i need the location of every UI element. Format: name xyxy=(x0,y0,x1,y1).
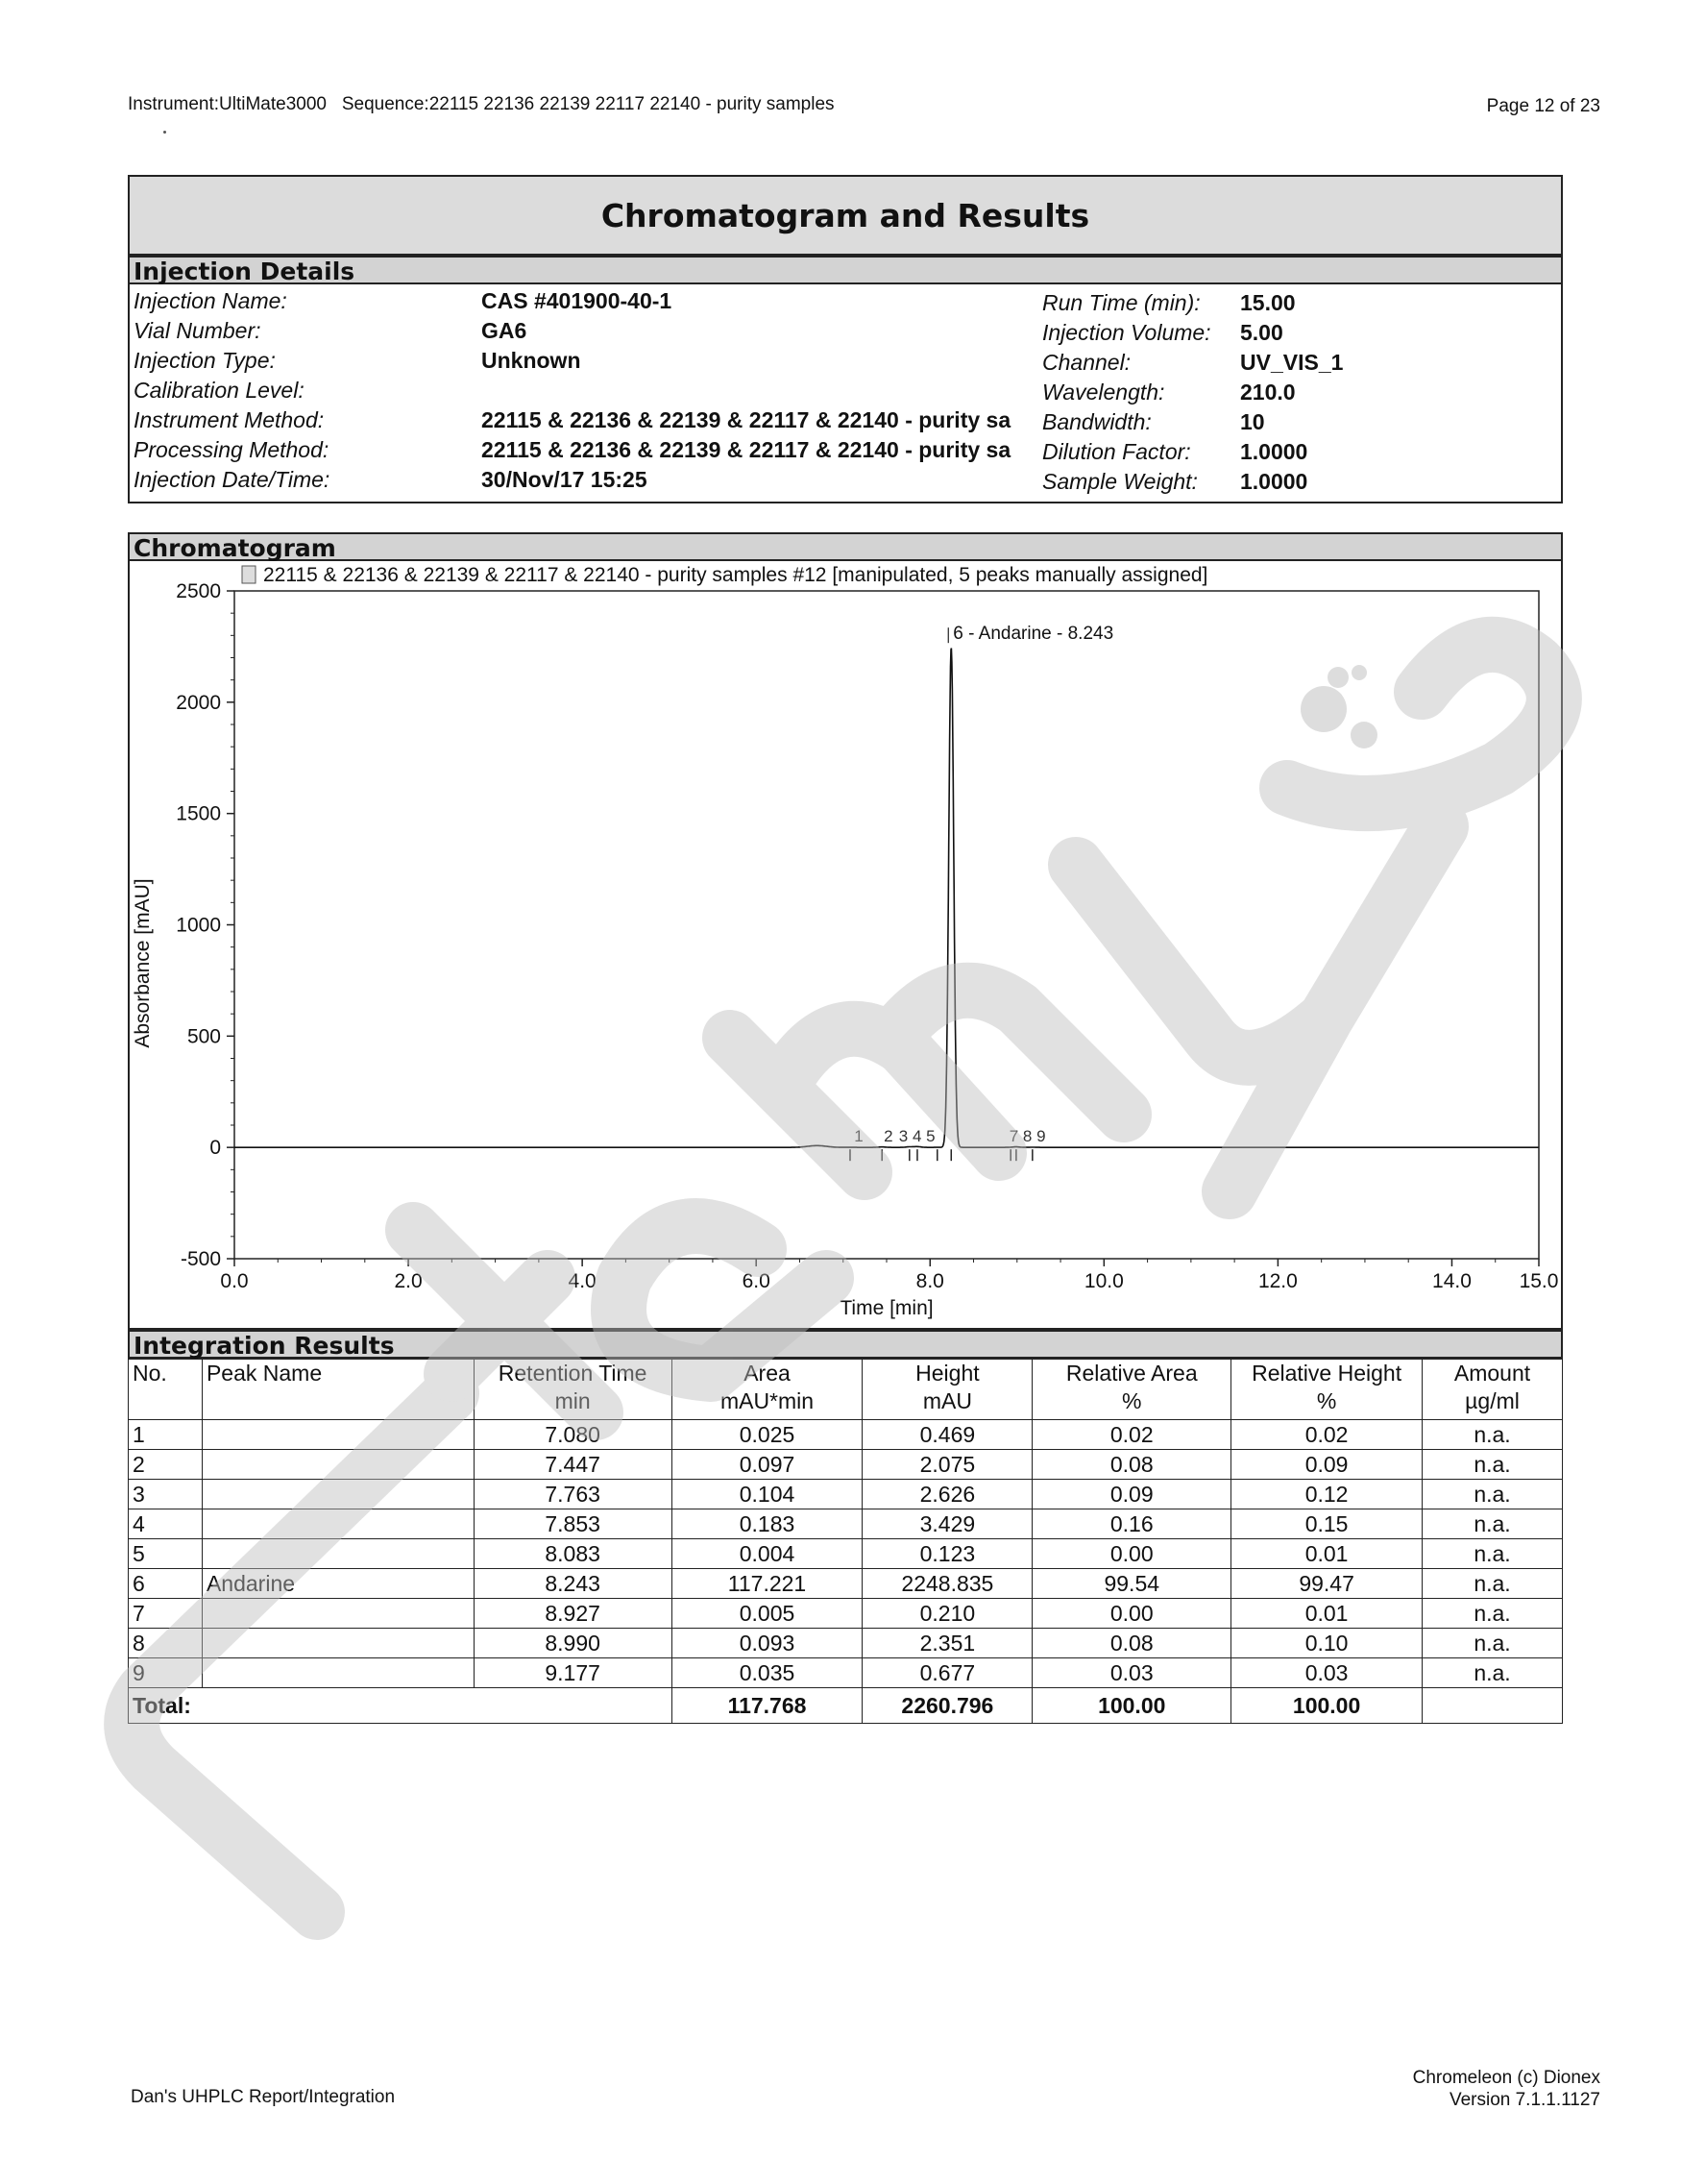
table-cell: 8.990 xyxy=(474,1629,671,1658)
column-header-unit: mAU xyxy=(922,1388,972,1413)
injection-detail-row xyxy=(134,286,287,316)
header-sequence: Sequence:22115 22136 22139 22117 22140 - purity samples xyxy=(341,94,835,114)
table-cell: 0.01 xyxy=(1231,1599,1423,1629)
injection-detail-label: Sample Weight: xyxy=(1042,469,1198,494)
table-cell: n.a. xyxy=(1423,1629,1563,1658)
injection-detail-row xyxy=(134,435,329,465)
peak-cluster-label: 2 xyxy=(884,1127,893,1146)
chromatogram-heading: Chromatogram xyxy=(128,532,1563,561)
y-tick-label: 2500 xyxy=(176,580,221,602)
injection-detail-value: 5.00 xyxy=(1240,320,1283,345)
table-cell: 0.16 xyxy=(1033,1509,1231,1539)
table-header-row xyxy=(129,1360,1563,1420)
table-cell: n.a. xyxy=(1423,1658,1563,1688)
y-tick-label: 1500 xyxy=(176,802,221,825)
table-cell xyxy=(202,1629,474,1658)
x-tick-label: 12.0 xyxy=(1257,1270,1298,1292)
column-header-label: Amount xyxy=(1453,1361,1531,1386)
table-cell: 0.10 xyxy=(1231,1629,1423,1658)
table-cell xyxy=(202,1450,474,1480)
table-cell: 3 xyxy=(129,1480,203,1509)
chromatogram-trace xyxy=(234,649,1539,1148)
injection-detail-value: 15.00 xyxy=(1240,290,1296,315)
column-header xyxy=(863,1360,1033,1420)
peak-annotation: 6 - Andarine - 8.243 xyxy=(953,624,1114,645)
table-cell: 7.080 xyxy=(474,1420,671,1450)
table-cell: 1 xyxy=(129,1420,203,1450)
table-cell: 2248.835 xyxy=(863,1569,1033,1599)
injection-detail-value: 30/Nov/17 15:25 xyxy=(481,467,647,492)
injection-detail-row xyxy=(134,465,329,495)
injection-detail-value: Unknown xyxy=(481,348,581,373)
table-cell: n.a. xyxy=(1423,1420,1563,1450)
table-cell: n.a. xyxy=(1423,1509,1563,1539)
table-cell: 0.005 xyxy=(671,1599,863,1629)
injection-detail-value: 1.0000 xyxy=(1240,439,1308,464)
table-cell xyxy=(202,1509,474,1539)
injection-detail-label: Calibration Level: xyxy=(134,378,305,403)
table-cell: n.a. xyxy=(1423,1450,1563,1480)
injection-detail-label: Wavelength: xyxy=(1042,380,1165,405)
injection-detail-value: CAS #401900-40-1 xyxy=(481,288,672,313)
table-cell: 0.004 xyxy=(671,1539,863,1569)
table-row xyxy=(129,1629,1563,1658)
table-cell: 0.08 xyxy=(1033,1450,1231,1480)
table-cell: 9.177 xyxy=(474,1658,671,1688)
table-cell xyxy=(202,1539,474,1569)
x-tick-label: 2.0 xyxy=(394,1270,423,1292)
table-cell: 0.12 xyxy=(1231,1480,1423,1509)
y-tick-label: 2000 xyxy=(176,691,221,714)
injection-detail-value: 22115 & 22136 & 22139 & 22117 & 22140 - purity sa xyxy=(481,407,1011,432)
column-header-label: No. xyxy=(133,1361,167,1386)
table-cell: 0.097 xyxy=(671,1450,863,1480)
table-cell: 0.02 xyxy=(1033,1420,1231,1450)
x-tick-label: 0.0 xyxy=(220,1270,249,1292)
chart-title: 22115 & 22136 & 22139 & 22117 & 22140 - purity samples #12 [manipulated, 5 peaks manually assigned] xyxy=(263,564,1208,586)
injection-detail-label: Injection Type: xyxy=(134,348,276,373)
chromatogram-panel xyxy=(128,561,1563,1330)
injection-detail-label: Dilution Factor: xyxy=(1042,439,1191,464)
x-tick-label: 15.0 xyxy=(1519,1270,1559,1292)
table-cell: 117.221 xyxy=(671,1569,863,1599)
injection-detail-row xyxy=(134,316,261,346)
table-cell: 0.09 xyxy=(1033,1480,1231,1509)
injection-detail-value xyxy=(481,376,1038,405)
table-cell: n.a. xyxy=(1423,1599,1563,1629)
table-cell: Andarine xyxy=(202,1569,474,1599)
table-row xyxy=(129,1509,1563,1539)
column-header-label: Area xyxy=(743,1361,791,1386)
table-row xyxy=(129,1539,1563,1569)
header-instrument-sequence xyxy=(128,94,835,115)
injection-detail-value: GA6 xyxy=(481,318,527,343)
table-cell: 8.243 xyxy=(474,1569,671,1599)
table-cell: 0.093 xyxy=(671,1629,863,1658)
footer-software-name: Chromeleon (c) Dionex xyxy=(1412,2068,1600,2088)
column-header-label: Relative Area xyxy=(1065,1361,1198,1386)
column-header xyxy=(202,1360,474,1420)
injection-detail-row xyxy=(134,346,276,376)
injection-detail-value: 1.0000 xyxy=(1240,469,1308,494)
footer-software-version: Version 7.1.1.1127 xyxy=(1449,2090,1600,2110)
table-row xyxy=(129,1658,1563,1688)
table-row xyxy=(129,1599,1563,1629)
report-title: Chromatogram and Results xyxy=(128,175,1563,256)
total-value: 100.00 xyxy=(1231,1688,1423,1724)
table-cell xyxy=(202,1658,474,1688)
injection-detail-label: Injection Name: xyxy=(134,288,287,313)
table-cell: 0.02 xyxy=(1231,1420,1423,1450)
injection-detail-value: UV_VIS_1 xyxy=(1240,350,1344,375)
injection-detail-value: 210.0 xyxy=(1240,380,1296,405)
column-header-label: Height xyxy=(915,1361,980,1386)
table-cell xyxy=(202,1480,474,1509)
page-number: Page 12 of 23 xyxy=(1486,96,1600,116)
table-cell: 0.183 xyxy=(671,1509,863,1539)
scan-dot xyxy=(163,131,166,134)
column-header-unit: mAU*min xyxy=(719,1388,815,1413)
table-cell: 9 xyxy=(129,1658,203,1688)
column-header-unit: µg/ml xyxy=(1465,1388,1520,1413)
plot-frame xyxy=(234,591,1539,1259)
injection-detail-label: Processing Method: xyxy=(134,437,329,462)
table-cell: n.a. xyxy=(1423,1539,1563,1569)
x-tick-label: 6.0 xyxy=(742,1270,770,1292)
table-row xyxy=(129,1450,1563,1480)
total-empty xyxy=(1423,1688,1563,1724)
table-cell: 0.469 xyxy=(863,1420,1033,1450)
column-header xyxy=(1423,1360,1563,1420)
vial-icon xyxy=(242,566,256,583)
chromatogram-chart xyxy=(130,561,1561,1328)
injection-detail-label: Injection Volume: xyxy=(1042,320,1211,345)
table-cell: 2.351 xyxy=(863,1629,1033,1658)
table-cell: n.a. xyxy=(1423,1480,1563,1509)
y-tick-label: 500 xyxy=(186,1025,221,1048)
column-header xyxy=(474,1360,671,1420)
table-cell xyxy=(202,1420,474,1450)
table-cell: 0.03 xyxy=(1231,1658,1423,1688)
x-tick-label: 4.0 xyxy=(568,1270,597,1292)
table-cell: 3.429 xyxy=(863,1509,1033,1539)
table-cell: 7.447 xyxy=(474,1450,671,1480)
table-cell: 6 xyxy=(129,1569,203,1599)
column-header xyxy=(1033,1360,1231,1420)
injection-detail-row xyxy=(134,376,305,405)
injection-detail-label: Run Time (min): xyxy=(1042,290,1201,315)
injection-details-heading: Injection Details xyxy=(128,256,1563,284)
x-tick-label: 10.0 xyxy=(1084,1270,1124,1292)
integration-table xyxy=(128,1359,1563,1724)
total-label: Total: xyxy=(129,1688,672,1724)
column-header-label: Retention Time xyxy=(498,1361,647,1386)
table-cell: 0.08 xyxy=(1033,1629,1231,1658)
peak-cluster-label: 7 8 9 xyxy=(1009,1127,1046,1146)
table-cell: 8.927 xyxy=(474,1599,671,1629)
table-row xyxy=(129,1480,1563,1509)
table-cell: 0.210 xyxy=(863,1599,1033,1629)
table-cell: 2.075 xyxy=(863,1450,1033,1480)
table-cell: 0.025 xyxy=(671,1420,863,1450)
column-header-label: Peak Name xyxy=(206,1361,323,1386)
table-cell: 0.00 xyxy=(1033,1539,1231,1569)
table-cell: 7 xyxy=(129,1599,203,1629)
y-axis-label: Absorbance [mAU] xyxy=(132,878,154,1048)
total-value: 117.768 xyxy=(671,1688,863,1724)
table-cell: 99.47 xyxy=(1231,1569,1423,1599)
table-cell: 0.09 xyxy=(1231,1450,1423,1480)
total-value: 100.00 xyxy=(1033,1688,1231,1724)
report-sheet xyxy=(128,175,1563,1724)
footer-software xyxy=(1413,2067,1600,2111)
column-header-unit: % xyxy=(1316,1388,1337,1413)
peak-cluster-label: 3 4 5 xyxy=(898,1127,936,1146)
y-tick-label: 0 xyxy=(209,1137,221,1160)
table-cell: 0.00 xyxy=(1033,1599,1231,1629)
table-cell: 0.01 xyxy=(1231,1539,1423,1569)
table-cell: 4 xyxy=(129,1509,203,1539)
column-header xyxy=(129,1360,203,1420)
column-header xyxy=(1231,1360,1423,1420)
injection-detail-label: Instrument Method: xyxy=(134,407,325,432)
column-header-label: Relative Height xyxy=(1252,1361,1402,1386)
injection-detail-row xyxy=(134,405,324,435)
column-header-unit: % xyxy=(1122,1388,1142,1413)
table-cell: 8.083 xyxy=(474,1539,671,1569)
table-cell: 2.626 xyxy=(863,1480,1033,1509)
injection-detail-label: Injection Date/Time: xyxy=(134,467,330,492)
table-cell: 99.54 xyxy=(1033,1569,1231,1599)
injection-detail-value: 10 xyxy=(1240,409,1265,434)
table-cell: 0.15 xyxy=(1231,1509,1423,1539)
y-tick-label: -500 xyxy=(180,1248,221,1270)
total-row xyxy=(129,1688,1563,1724)
injection-detail-label: Vial Number: xyxy=(134,318,261,343)
table-cell: 0.03 xyxy=(1033,1658,1231,1688)
injection-detail-label: Channel: xyxy=(1042,350,1132,375)
table-cell: 0.677 xyxy=(863,1658,1033,1688)
footer-report-name: Dan's UHPLC Report/Integration xyxy=(131,2087,396,2107)
column-header xyxy=(671,1360,863,1420)
table-cell: 5 xyxy=(129,1539,203,1569)
table-row xyxy=(129,1569,1563,1599)
table-cell: n.a. xyxy=(1423,1569,1563,1599)
injection-detail-label: Bandwidth: xyxy=(1042,409,1152,434)
table-row xyxy=(129,1420,1563,1450)
injection-details xyxy=(128,284,1563,503)
table-cell: 7.853 xyxy=(474,1509,671,1539)
injection-detail-value: 22115 & 22136 & 22139 & 22117 & 22140 - purity sa xyxy=(481,437,1011,462)
table-cell: 0.104 xyxy=(671,1480,863,1509)
column-header-unit: min xyxy=(554,1388,591,1413)
x-tick-label: 14.0 xyxy=(1432,1270,1472,1292)
table-cell: 0.035 xyxy=(671,1658,863,1688)
table-cell xyxy=(202,1599,474,1629)
table-cell: 7.763 xyxy=(474,1480,671,1509)
table-cell: 2 xyxy=(129,1450,203,1480)
peak-cluster-label: 1 xyxy=(854,1127,864,1146)
header-instrument: Instrument:UltiMate3000 xyxy=(128,94,327,114)
x-axis-label: Time [min] xyxy=(840,1297,934,1319)
table-cell: 8 xyxy=(129,1629,203,1658)
x-tick-label: 8.0 xyxy=(915,1270,944,1292)
table-cell: 0.123 xyxy=(863,1539,1033,1569)
integration-heading: Integration Results xyxy=(128,1330,1563,1359)
total-value: 2260.796 xyxy=(863,1688,1033,1724)
y-tick-label: 1000 xyxy=(176,914,221,937)
